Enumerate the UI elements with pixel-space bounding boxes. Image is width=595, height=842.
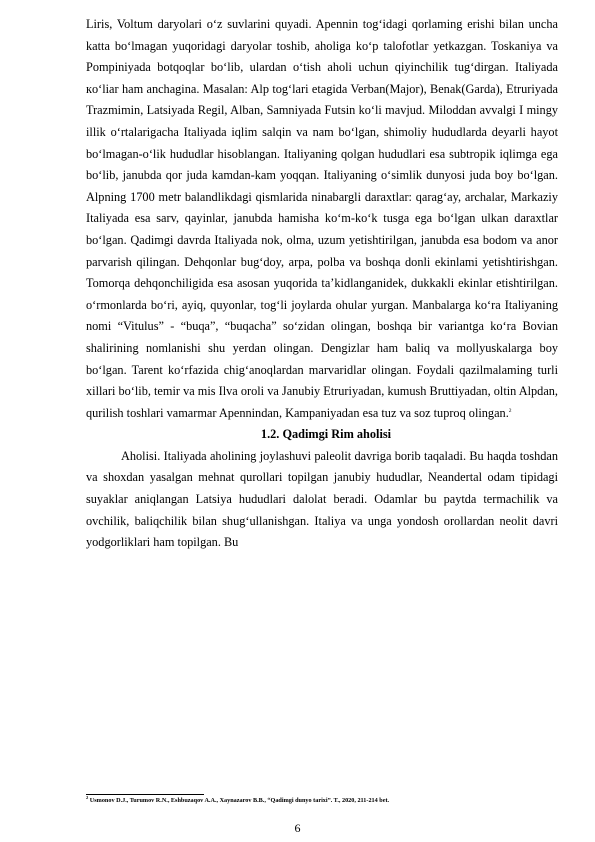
page-number: 6	[294, 821, 301, 835]
footnote-number: 2	[86, 794, 89, 800]
paragraph-text: Liris, Voltum daryolari o‘z suvlarini quyadi. Apennin tog‘idagi qorlaming erishi bilan uncha katta bo‘lmagan yuqoridagi daryolar toshib, aholiga ko‘p talofotlar yetkazgan. Toskaniya va Pompiniyada botqoqlar bo‘lib, ulardan o‘tish aholi uchun qiyinchilik tug‘dirgan. Italiyada кo‘liar ham anchagina. Masalan: Alp tog‘lari etagida Verban(Major), Benak(Garda), Etruriyada Trazmimin, Latsiyada Regil, Alban, Samniyada Futsin ko‘li mavjud. Miloddan avvalgi I mingy illik o‘rtalarigacha Italiyada iqlim salqin va nam bo‘lgan, shimoliy hududlarda deyarli hayot bo‘lmagan-o‘lik hududlar hisoblangan. Italiyaning qolgan hududlari esa subtropik iqlimga ega bo‘lib, janubda qor juda kamdan-kam yoqqan. Italiyaning o‘simlik dunyosi juda boy bo‘lgan. Alpning 1700 metr balandlikdagi qismlarida ninabargli daraxtlar: qarag‘ay, archalar, Markaziy Italiyada esa sarv, qayinlar, janubda hamisha ko‘m-ko‘k tusga ega bo‘lgan ulkan daraxtlar bo‘lgan. Qadimgi davrda Italiyada nok, olma, uzum yetishtirilgan, janubda esa bodom va anor parvarish qilingan. Dehqonlar bug‘doy, arpa, polba va boshqa donli ekinlami yetishtirishgan. Tomorqa dehqonchiligida esa asosan yuqorida ta’kidlanganidek, dukkakli ekinlar etishtirilgan. o‘rmonlarda bo‘ri, ayiq, quyonlar, tog‘li joylarda ohular yurgan. Manbalarga ko‘ra Italiyaning nomi “Vitulus” - “buqa”, “buqacha” so‘zidan olingan, boshqa bir variantga ko‘ra Bovian shalirining nomlanishi shu yerdan olingan. Dengizlar ham baliq va mollyuskalarga boy bo‘lgan. Tarent ko‘rfazida chig‘anoqlardan marvaridlar olingan. Foydali qazilmalaming turli xillari bo‘lib, temir va mis Ilva oroli va Janubiy Etruriyadan, kumush Bruttiyadan, oltin Alpdan, qurilish toshlari vamarmar Apennindan, Kampaniyadan esa tuz va soz tuproq olingan.	[86, 17, 558, 420]
section-heading: 1.2. Qadimgi Rim aholisi	[260, 427, 392, 442]
footnote-divider	[86, 794, 204, 795]
footnote-reference: 2	[508, 407, 512, 414]
paragraph: Aholisi. Italiyada aholining joylashuvi paleolit davriga borib taqaladi. Bu haqda toshdan va shoxdan yasalgan mehnat qurollari topilgan janubiy hududlar, Neandertal odam tipidagi suyaklar aniqlangan Latsiya hududlari dalolat beradi. Odamlar bu paytda termachilik va ovchilik, baliqchilik bilan shug‘ullanishgan. Italiya va unga yondosh orollardan neolit davri yodgorliklari ham topilgan. Bu	[86, 448, 558, 550]
paragraph	[86, 14, 558, 424]
footnote	[86, 794, 558, 805]
body-text	[86, 14, 558, 554]
footnote-text: Usmonov D.J., Turumov R.N., Eshbuzaqov A.A., Xaynazarov B.B., “Qadimgi dunyo tarixi”. T., 2020, 211-214 bet.	[88, 797, 390, 804]
